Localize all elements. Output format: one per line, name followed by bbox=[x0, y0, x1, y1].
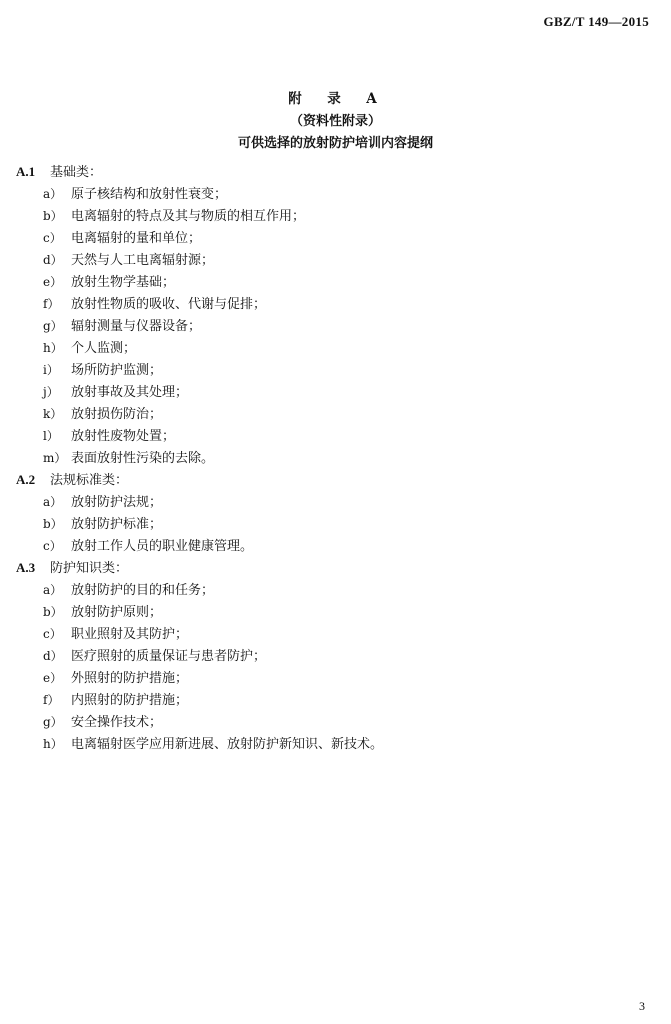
section-title: 防护知识类： bbox=[50, 561, 129, 576]
list-item bbox=[16, 183, 656, 205]
list-item bbox=[16, 513, 656, 535]
list-item bbox=[16, 689, 656, 711]
section-number: A.3 bbox=[16, 560, 36, 575]
item-text: 放射工作人员的职业健康管理。 bbox=[71, 539, 254, 554]
list-item bbox=[16, 491, 656, 513]
list-item bbox=[16, 535, 656, 557]
item-marker: h） bbox=[43, 341, 63, 355]
list-item bbox=[16, 271, 656, 293]
item-text: 放射事故及其处理； bbox=[71, 385, 189, 400]
list-item bbox=[16, 227, 656, 249]
item-text: 内照射的防护措施； bbox=[71, 693, 189, 708]
item-marker: a） bbox=[43, 495, 63, 509]
document-code: GBZ/T 149—2015 bbox=[543, 14, 649, 29]
list-item bbox=[16, 623, 656, 645]
item-text: 场所防护监测； bbox=[71, 363, 163, 378]
list-item bbox=[16, 315, 656, 337]
item-text: 放射防护的目的和任务； bbox=[71, 583, 215, 598]
appendix-content bbox=[16, 161, 656, 755]
item-text: 电离辐射的量和单位； bbox=[71, 231, 202, 246]
item-marker: d） bbox=[43, 253, 63, 267]
item-text: 放射性物质的吸收、代谢与促排； bbox=[71, 297, 267, 312]
page-number: 3 bbox=[639, 999, 645, 1013]
list-item bbox=[16, 579, 656, 601]
list-item bbox=[16, 711, 656, 733]
section-number: A.1 bbox=[16, 164, 36, 179]
item-marker: m） bbox=[43, 451, 67, 465]
item-text: 放射防护标准； bbox=[71, 517, 163, 532]
list-item bbox=[16, 337, 656, 359]
list-item bbox=[16, 293, 656, 315]
item-text: 放射防护法规； bbox=[71, 495, 163, 510]
item-marker: a） bbox=[43, 187, 63, 201]
item-marker: l） bbox=[43, 429, 59, 443]
item-marker: a） bbox=[43, 583, 63, 597]
item-text: 医疗照射的质量保证与患者防护； bbox=[71, 649, 267, 664]
item-text: 放射性废物处置； bbox=[71, 429, 176, 444]
section-heading bbox=[16, 161, 656, 183]
appendix-title: 附 录 A bbox=[288, 91, 383, 107]
item-text: 表面放射性污染的去除。 bbox=[71, 451, 215, 466]
item-marker: h） bbox=[43, 737, 63, 751]
list-item bbox=[16, 403, 656, 425]
item-text: 外照射的防护措施； bbox=[71, 671, 189, 686]
item-marker: d） bbox=[43, 649, 63, 663]
item-marker: f） bbox=[43, 297, 60, 311]
item-text: 职业照射及其防护； bbox=[71, 627, 189, 642]
list-item bbox=[16, 733, 656, 755]
section-title: 基础类： bbox=[50, 165, 103, 180]
item-marker: i） bbox=[43, 363, 59, 377]
item-text: 放射生物学基础； bbox=[71, 275, 176, 290]
item-text: 天然与人工电离辐射源； bbox=[71, 253, 215, 268]
list-item bbox=[16, 359, 656, 381]
item-text: 放射损伤防治； bbox=[71, 407, 163, 422]
item-text: 原子核结构和放射性衰变； bbox=[71, 187, 228, 202]
item-marker: e） bbox=[43, 671, 63, 685]
item-marker: j） bbox=[43, 385, 59, 399]
item-marker: b） bbox=[43, 605, 63, 619]
item-marker: c） bbox=[43, 231, 62, 245]
section-heading bbox=[16, 469, 656, 491]
list-item bbox=[16, 645, 656, 667]
appendix-type: （资料性附录） bbox=[289, 114, 381, 129]
appendix-heading: 可供选择的放射防护培训内容提纲 bbox=[237, 136, 433, 151]
item-marker: k） bbox=[43, 407, 63, 421]
list-item bbox=[16, 381, 656, 403]
list-item bbox=[16, 249, 656, 271]
item-text: 电离辐射医学应用新进展、放射防护新知识、新技术。 bbox=[71, 737, 384, 752]
list-item bbox=[16, 425, 656, 447]
section-title: 法规标准类： bbox=[50, 473, 129, 488]
list-item bbox=[16, 205, 656, 227]
list-item bbox=[16, 667, 656, 689]
item-text: 个人监测； bbox=[71, 341, 137, 356]
section-number: A.2 bbox=[16, 472, 36, 487]
section-heading bbox=[16, 557, 656, 579]
item-marker: c） bbox=[43, 539, 62, 553]
list-item bbox=[16, 601, 656, 623]
item-marker: b） bbox=[43, 517, 63, 531]
item-text: 安全操作技术； bbox=[71, 715, 163, 730]
item-text: 电离辐射的特点及其与物质的相互作用； bbox=[71, 209, 306, 224]
list-item bbox=[16, 447, 656, 469]
item-marker: g） bbox=[43, 319, 63, 333]
item-text: 放射防护原则； bbox=[71, 605, 163, 620]
item-marker: c） bbox=[43, 627, 62, 641]
item-marker: f） bbox=[43, 693, 60, 707]
item-marker: e） bbox=[43, 275, 63, 289]
item-text: 辐射测量与仪器设备； bbox=[71, 319, 202, 334]
item-marker: b） bbox=[43, 209, 63, 223]
item-marker: g） bbox=[43, 715, 63, 729]
